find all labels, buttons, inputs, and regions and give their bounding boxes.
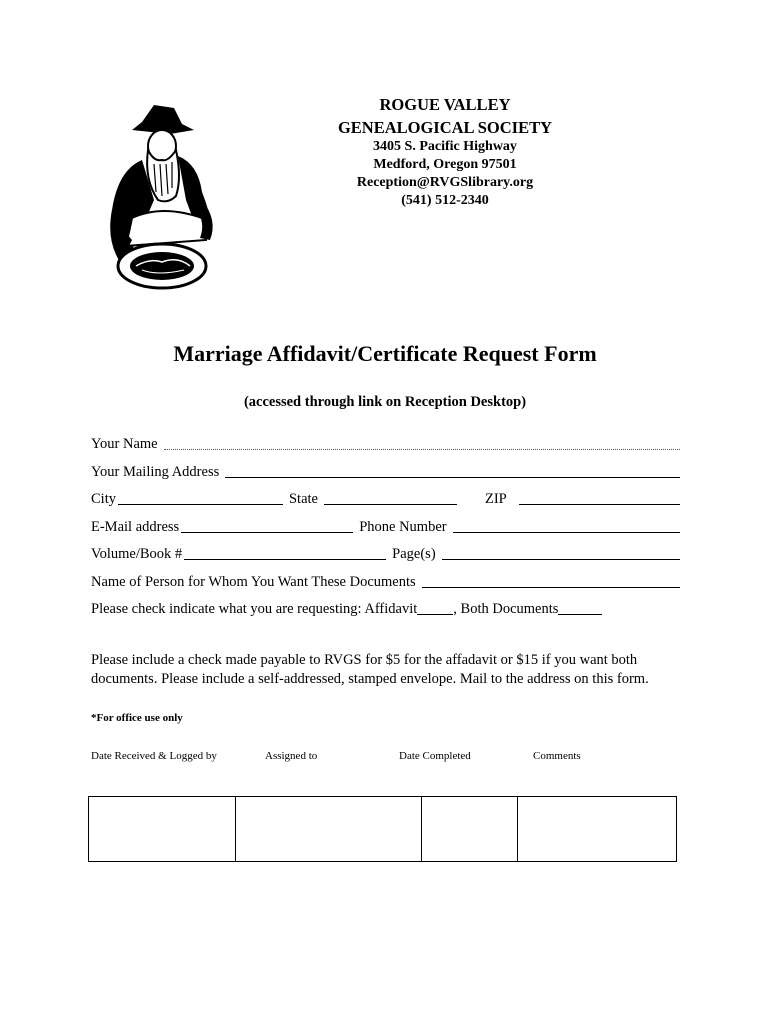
form-subtitle: (accessed through link on Reception Desktop)	[243, 394, 527, 410]
phone-label: Phone Number	[359, 519, 447, 535]
mailing-address-label: Your Mailing Address	[91, 464, 220, 480]
email-field[interactable]	[181, 517, 353, 533]
org-name-line2: GENEALOGICAL SOCIETY	[337, 118, 553, 137]
state-label: State	[288, 491, 318, 507]
your-name-field[interactable]	[164, 434, 680, 450]
email-label: E-Mail address	[91, 519, 180, 535]
pages-field[interactable]	[442, 544, 680, 560]
date-completed-cell[interactable]	[422, 797, 518, 862]
mailing-address-row	[91, 461, 680, 481]
office-use-label: *For office use only	[91, 712, 183, 724]
both-documents-label: , Both Documents	[453, 601, 559, 617]
phone-field[interactable]	[453, 517, 680, 533]
volume-pages-row	[91, 543, 680, 563]
log-column-comments: Comments	[533, 750, 581, 762]
date-received-cell[interactable]	[89, 797, 236, 862]
city-field[interactable]	[118, 489, 283, 505]
volume-label: Volume/Book #	[91, 546, 183, 562]
city-state-zip: Medford, Oregon 97501	[373, 157, 517, 172]
instructions-text: Please include a check made payable to RVGS for $5 for the affadavit or $15 if you want both documents. Please include a self-addressed, stamped envelope. Mail to the address on this form.	[91, 652, 649, 687]
your-name-label: Your Name	[91, 436, 158, 452]
person-name-field[interactable]	[422, 572, 680, 588]
org-name-line1: ROGUE VALLEY	[379, 95, 511, 114]
form-title: Marriage Affidavit/Certificate Request Form	[173, 341, 597, 366]
prospector-logo-icon	[102, 100, 220, 300]
volume-field[interactable]	[184, 544, 386, 560]
person-name-row	[91, 571, 680, 591]
street-address: 3405 S. Pacific Highway	[373, 139, 517, 154]
city-label: City	[91, 491, 116, 507]
state-field[interactable]	[324, 489, 457, 505]
email-phone-row	[91, 516, 680, 536]
log-column-date-completed: Date Completed	[399, 750, 471, 762]
pages-label: Page(s)	[392, 546, 436, 562]
your-name-row	[91, 433, 680, 453]
both-documents-check-field[interactable]	[558, 599, 602, 615]
log-column-assigned-to: Assigned to	[265, 750, 318, 762]
person-name-label: Name of Person for Whom You Want These Documents	[91, 574, 416, 590]
affidavit-check-field[interactable]	[417, 599, 453, 615]
table-row	[89, 797, 677, 862]
mailing-address-field[interactable]	[225, 462, 680, 478]
email-address: Reception@RVGSlibrary.org	[356, 175, 534, 190]
assigned-to-cell[interactable]	[236, 797, 422, 862]
log-column-date-received: Date Received & Logged by	[91, 750, 217, 762]
city-state-zip-row	[91, 488, 680, 508]
zip-label: ZIP	[484, 491, 507, 507]
comments-cell[interactable]	[518, 797, 677, 862]
phone-number: (541) 512-2340	[401, 193, 489, 208]
request-type-label: Please check indicate what you are requesting: Affidavit	[91, 601, 418, 617]
request-type-row	[91, 598, 602, 618]
office-log-table	[88, 796, 677, 862]
zip-field[interactable]	[519, 489, 680, 505]
